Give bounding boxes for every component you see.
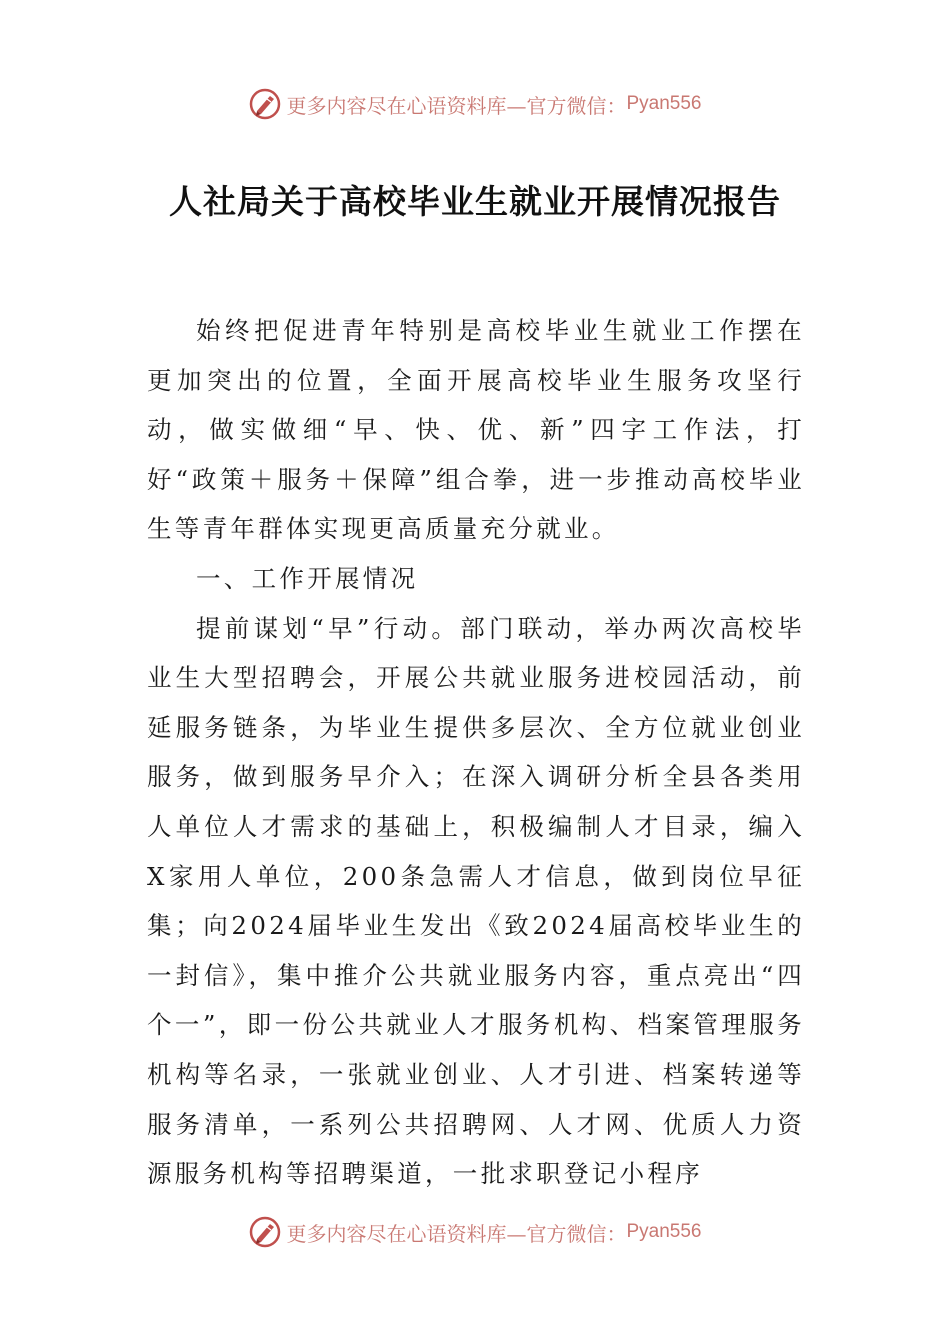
document-title: 人社局关于高校毕业生就业开展情况报告 (169, 182, 781, 221)
watermark-wechat-id: Pyan556 (626, 1221, 702, 1242)
watermark-text: 更多内容尽在心语资料库—官方微信： (286, 93, 627, 118)
watermark-text: 更多内容尽在心语资料库—官方微信： (286, 1221, 627, 1246)
pen-seal-logo-icon (248, 87, 282, 121)
watermark-wechat-id: Pyan556 (626, 93, 702, 114)
pen-seal-logo-icon (248, 1215, 282, 1249)
watermark-banner-bottom (0, 1212, 950, 1252)
paragraph-early-action: 提前谋划“早”行动。部门联动，举办两次高校毕业生大型招聘会，开展公共就业服务进校园活动，前延服务链条，为毕业生提供多层次、全方位就业创业服务，做到服务早介入；在深入调研分析全县各类用人单位人才需求的基础上，积极编制人才目录，编入X家用人单位，200条急需人才信息，做到岗位早征集；向2024届毕业生发出《致2024届高校毕业生的一封信》，集中推介公共就业服务内容，重点亮出“四个一”，即一份公共就业人才服务机构、档案管理服务机构等名录，一张就业创业、人才引进、档案转递等服务清单，一系列公共招聘网、人才网、优质人力资源服务机构等招聘渠道，一批求职登记小程序 (147, 613, 805, 1189)
paragraph-intro: 始终把促进青年特别是高校毕业生就业工作摆在更加突出的位置，全面开展高校毕业生服务攻坚行动，做实做细“早、快、优、新”四字工作法，打好“政策＋服务＋保障”组合拳，进一步推动高校毕业生等青年群体实现更高质量充分就业。 (147, 316, 805, 544)
document-body (147, 306, 805, 1199)
section-heading: 一、工作开展情况 (196, 563, 419, 593)
watermark-banner-top (0, 84, 950, 124)
